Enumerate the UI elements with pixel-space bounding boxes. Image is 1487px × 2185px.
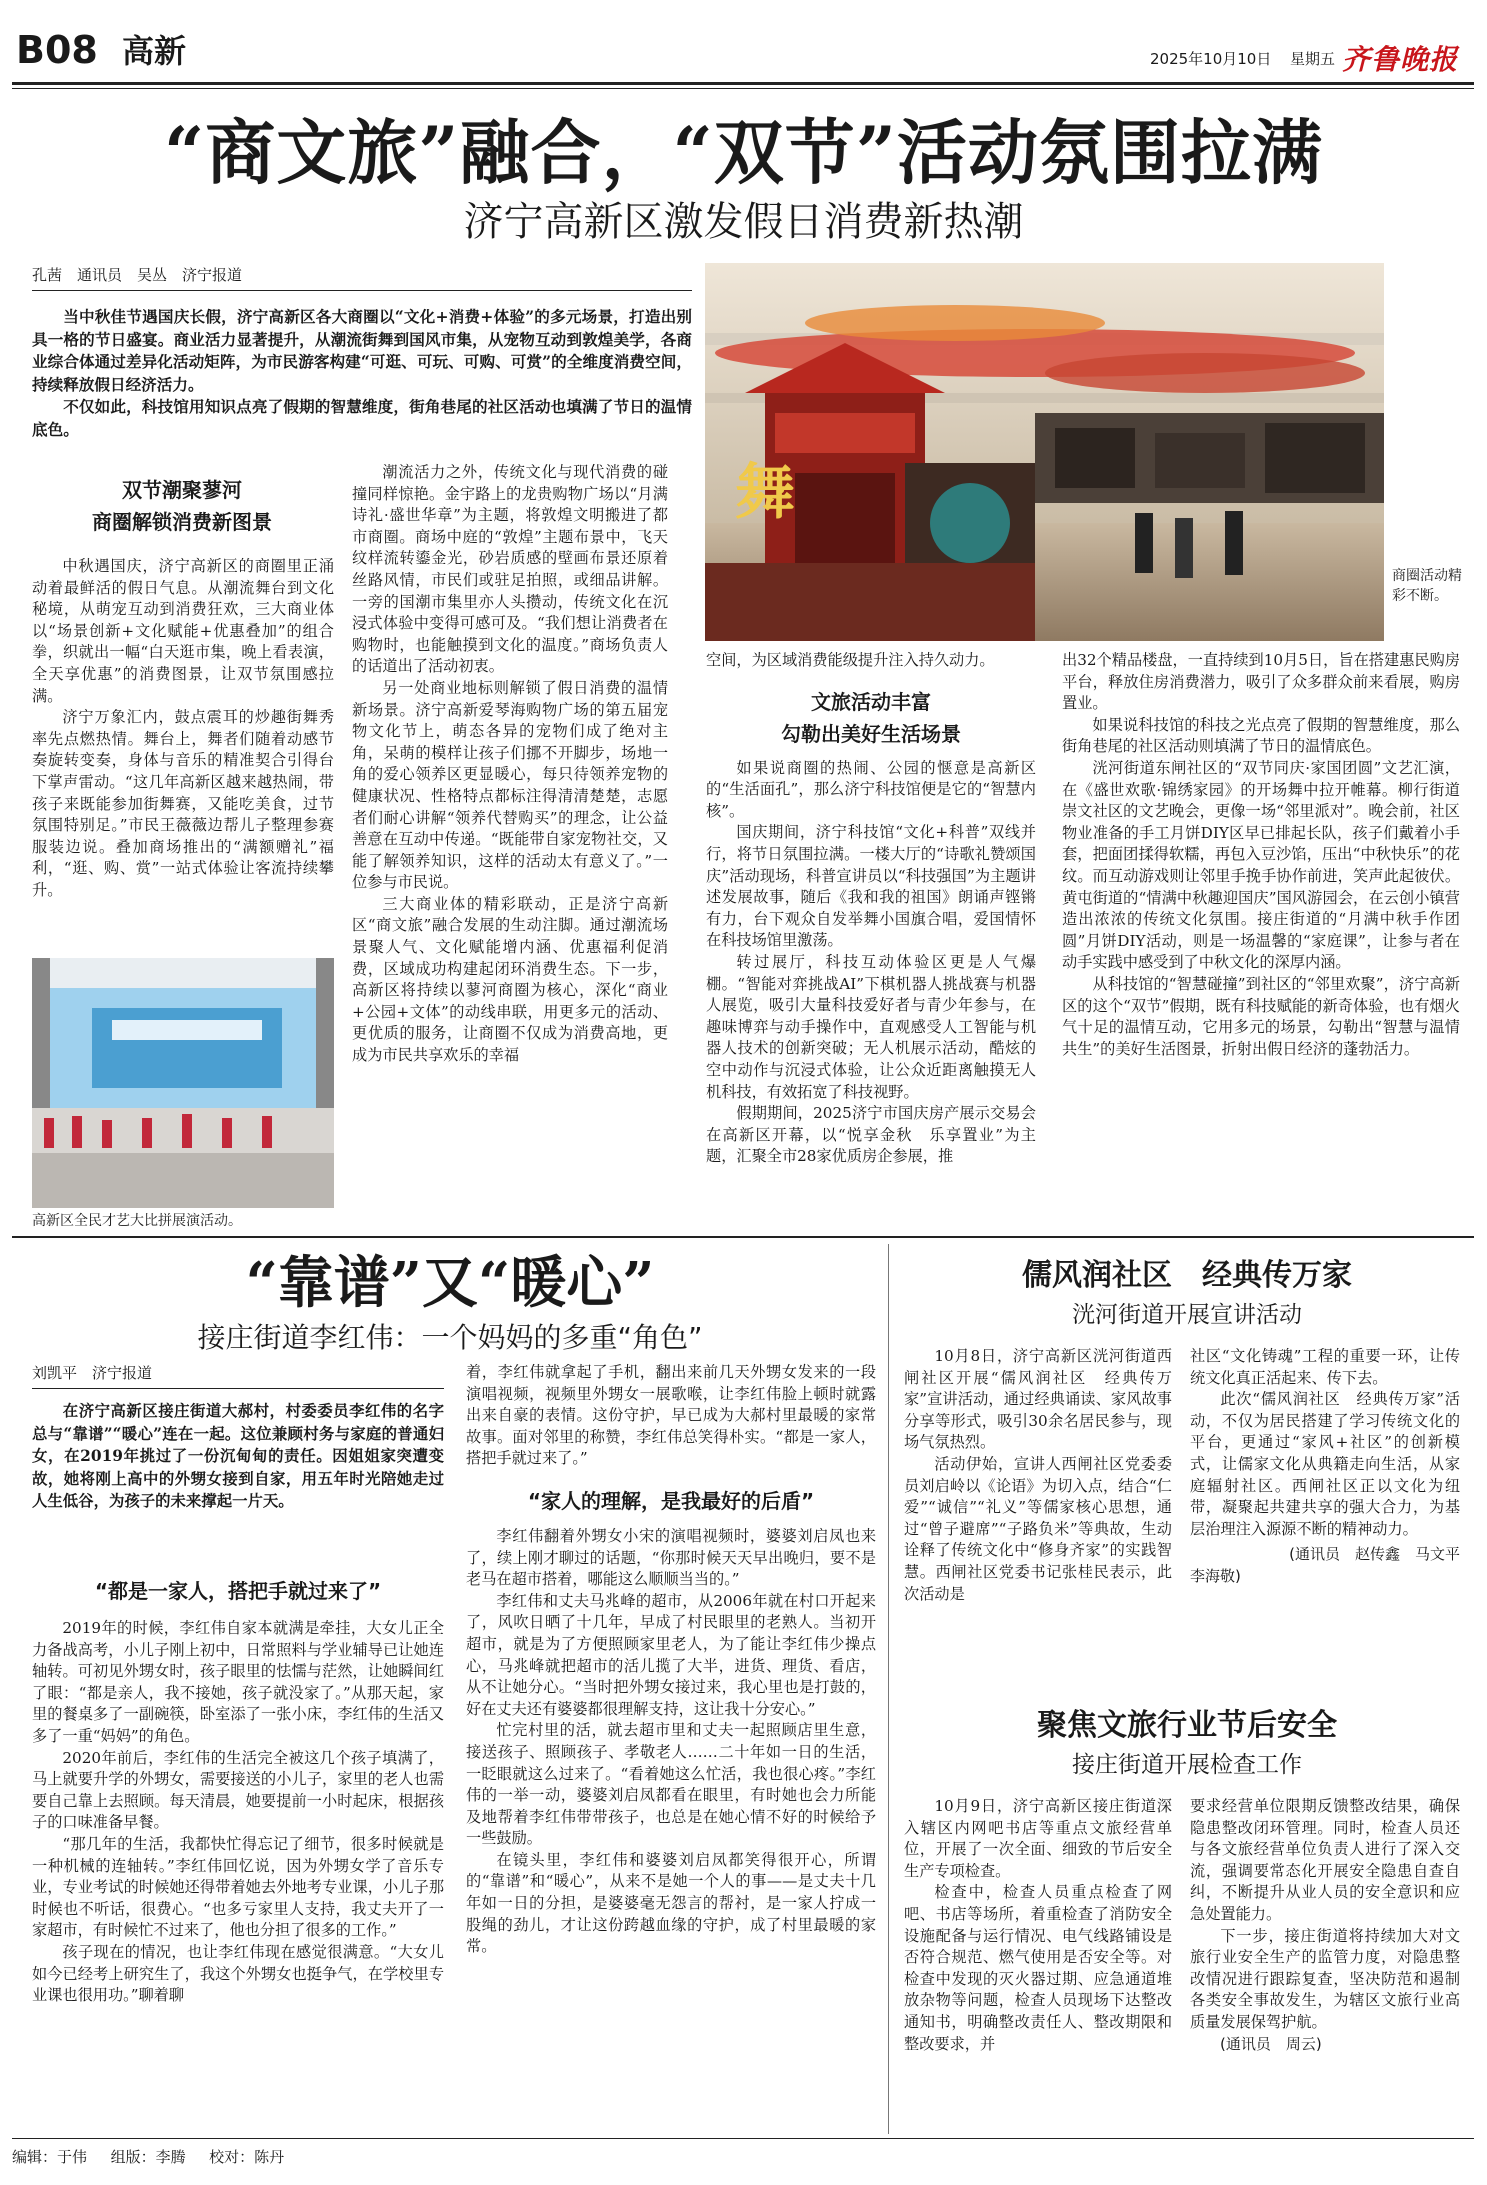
footer-rule	[12, 2138, 1474, 2139]
story1-subheadline: 济宁高新区激发假日消费新热潮	[463, 199, 1024, 245]
section-name: 高新	[122, 32, 187, 70]
story2-colA	[32, 1618, 444, 2007]
story3-colB	[1190, 1346, 1460, 1588]
story3-credit-line2: 李海敬)	[1190, 1566, 1241, 1585]
photo-top-caption: 商圈活动精彩不断。	[1392, 568, 1462, 604]
masthead-rule	[12, 82, 1474, 85]
paper-name-logo: 齐鲁晚报	[1342, 43, 1459, 76]
story1-col4-p4: 从科技馆的“智慧碰撞”到社区的“邻里欢聚”，济宁高新区的这个“双节”假期，既有科技赋能的新奇体验，也有烟火气十足的温情互动，它用多元的场景，勾勒出“智慧与温情共生”的美好生活图景，折射出假日经济的蓬勃活力。	[1062, 974, 1460, 1058]
story2-colB-p1: 着，李红伟就拿起了手机，翻出来前几天外甥女发来的一段演唱视频，视频里外甥女一展歌喉，让李红伟脸上顿时就露出来自豪的表情。这份守护，早已成为大郝村里最暖的家常故事。面对邻里的称赞，李红伟总笑得朴实。“都是一家人，搭把手就过来了。”	[466, 1363, 876, 1468]
story-divider-vertical	[888, 1244, 889, 2134]
story1-col2-p2: 另一处商业地标则解锁了假日消费的温情新场景。济宁高新爱琴海购物广场的第五届宠物文化节上，萌态各异的宠物们成了绝对主角，呆萌的模样让孩子们挪不开脚步，场地一角的爱心领养区更显暖心，每只待领养宠物的健康状况、性格特点都标注得清清楚楚，志愿者们耐心讲解“领养代替购买”的理念，让公益善意在互动中传递。“既能带自家宠物社交，又能了解领养知识，这样的活动太有意义了。”一位参与市民说。	[352, 678, 668, 892]
story1-lead-p2: 不仅如此，科技馆用知识点亮了假期的智慧维度，街角巷尾的社区活动也填满了节日的温情底色。	[32, 397, 692, 439]
stage-performance-illustration	[32, 958, 334, 1208]
story4-credit: (通讯员 周云)	[1220, 2034, 1322, 2053]
story1-col4	[1062, 650, 1460, 1060]
mall-activity-photo	[705, 263, 1384, 641]
story2-colA-p4: 孩子现在的情况，也让李红伟现在感觉很满意。“大女儿如今已经考上研究生了，我这个外甥女也挺争气，在学校里专业课也很用功。”聊着聊	[32, 1942, 444, 2005]
footer-layout: 组版：李腾	[110, 2148, 186, 2166]
story1-col2-p3: 三大商业体的精彩联动，正是济宁高新区“商文旅”融合发展的生动注脚。通过潮流场景聚人气、文化赋能增内涵、优惠福利促消费，区域成功构建起闭环消费生态。下一步，高新区将持续以蓼河商圈为核心，深化“商业+公园+文体”的动线串联，用更多元的活动、更优质的服务，让商圈不仅成为消费高地，更成为市民共享欢乐的幸福	[352, 894, 668, 1065]
story4-subheadline: 接庄街道开展检查工作	[1072, 1752, 1302, 1778]
masthead-rule-thin	[12, 88, 1474, 89]
story1-col4-p2: 如果说科技馆的科技之光点亮了假期的智慧维度，那么街角巷尾的社区活动则填满了节日的温情底色。	[1062, 715, 1460, 756]
story2-section1-title: “都是一家人，搭把手就过来了”	[94, 1579, 382, 1603]
story2-lead	[32, 1400, 444, 1513]
story1-section1-title	[32, 474, 332, 538]
story4-colB	[1190, 1796, 1460, 2055]
story1-col4-p1: 出32个精品楼盘，一直持续到10月5日，旨在搭建惠民购房平台，释放住房消费潜力，吸引了众多群众前来看展，购房置业。	[1062, 651, 1460, 713]
section2-title-line2: 勾勒出美好生活场景	[781, 721, 961, 746]
footer-editor: 编辑：于伟	[12, 2148, 88, 2166]
story3-colB-p2: 此次“儒风润社区 经典传万家”活动，不仅为居民搭建了学习传统文化的平台，更通过“家风+社区”的创新模式，让儒家文化从典籍走向生活，从家庭辐射社区。西闸社区正以文化为纽带，凝聚起共建共享的强大合力，为基层治理注入源源不断的精神动力。	[1190, 1390, 1460, 1538]
story1-col2	[352, 462, 668, 1067]
story2-lead-p: 在济宁高新区接庄街道大郝村，村委委员李红伟的名字总与“靠谱”“暖心”连在一起。这位兼顾村务与家庭的普通妇女，在2019年挑过了一份沉甸甸的责任。因姐姐家突遭变故，她将刚上高中的外甥女接到自家，用五年时光陪她走过人生低谷，为孩子的未来撑起一片天。	[32, 1402, 444, 1510]
photo-sign-text: 舞	[735, 458, 795, 528]
story1-col3	[706, 650, 1036, 1168]
story1-col3-p4: 转过展厅，科技互动体验区更是人气爆棚。“智能对弈挑战AI”下棋机器人挑战赛与机器人展览，吸引大量科技爱好者与青少年参与，在趣味博弈与动手操作中，直观感受人工智能与机器人技术的创新突破；无人机展示活动，酷炫的空中动作与沉浸式体验，让公众近距离触摸无人机科技，有效拓宽了科技视野。	[706, 952, 1036, 1101]
photo-left-caption: 高新区全民才艺大比拼展演活动。	[32, 1213, 242, 1229]
story3-colB-p1: 社区“文化铸魂”工程的重要一环，让传统文化真正活起来、传下去。	[1190, 1347, 1460, 1387]
story1-byline: 孔茜 通讯员 吴丛 济宁报道	[32, 266, 243, 284]
mid-page-rule	[12, 1236, 1474, 1238]
story2-byline-rule	[32, 1388, 444, 1389]
story2-colA-p3: “那几年的生活，我都快忙得忘记了细节，很多时候就是一种机械的连轴转。”李红伟回忆说，因为外甥女学了音乐专业，专业考试的时候她还得带着她去外地考专业课，小儿子那时候也不听话，很费心。“也多亏家里人支持，我丈夫开了一家超市，有时候忙不过来了，他也分担了很多的工作。”	[32, 1834, 444, 1940]
story3-colA	[904, 1346, 1172, 1605]
story1-col3-p1: 空间，为区域消费能级提升注入持久动力。	[706, 651, 995, 669]
section1-title-line2: 商圈解锁消费新图景	[92, 510, 272, 534]
story1-col4-p3: 洸河街道东闸社区的“双节同庆·家国团圆”文艺汇演，在《盛世欢歌·锦绣家园》的开场舞中拉开帷幕。柳行街道崇文社区的文艺晚会，更像一场“邻里派对”。晚会前，社区物业准备的手工月饼DIY区早已排起长队，孩子们戴着小手套，把面团揉得软糯，再包入豆沙馅，压出“中秋快乐”的花纹。而互动游戏则让邻里手挽手协作前进，笑声此起彼伏。黄屯街道的“情满中秋趣迎国庆”国风游园会，在云创小镇营造出浓浓的传统文化氛围。接庄街道的“月满中秋手作团圆”月饼DIY活动，则是一场温馨的“家庭课”，让参与者在动手实践中感受到了中秋文化的深厚内涵。	[1062, 758, 1460, 972]
story2-colB-p4: 忙完村里的活，就去超市里和丈夫一起照顾店里生意，接送孩子、照顾孩子、孝敬老人……二十年如一日的生活，一眨眼就这么过来了。“看着她这么忙活，我也很心疼。”李红伟的一举一动，婆婆刘启凤都看在眼里，有时她也会力所能及地帮着李红伟带带孩子，也总是在她心情不好的时候给予一些鼓励。	[466, 1721, 876, 1848]
story1-col1-p1: 中秋遇国庆，济宁高新区的商圈里正涌动着最鲜活的假日气息。从潮流舞台到文化秘境，从萌宠互动到消费狂欢，三大商业体以“场景创新+文化赋能+优惠叠加”的组合拳，织就出一幅“白天逛市集，晚上看表演，全天享优惠”的消费图景，让双节氛围感拉满。	[32, 557, 334, 705]
story1-lead-p1: 当中秋佳节遇国庆长假，济宁高新区各大商圈以“文化+消费+体验”的多元场景，打造出别具一格的节日盛宴。商业活力显著提升，从潮流街舞到国风市集，从宠物互动到敦煌美学，各商业综合体通过差异化活动矩阵，为市民游客构建“可逛、可玩、可购、可赏”的全维度消费空间，持续释放假日经济活力。	[32, 307, 692, 394]
issue-date: 2025年10月10日	[1150, 50, 1272, 68]
issue-weekday: 星期五	[1290, 50, 1336, 68]
story2-section2-title: “家人的理解，是我最好的后盾”	[527, 1488, 815, 1513]
footer-credits	[12, 2146, 284, 2167]
story4-colA	[904, 1796, 1172, 2055]
story3-headline: 儒风润社区 经典传万家	[1022, 1258, 1352, 1293]
story1-col3-p5: 假期期间，2025济宁市国庆房产展示交易会在高新区开幕，以“悦享金秋 乐享置业”为主题，汇聚全市28家优质房企参展，推	[706, 1104, 1036, 1166]
story3-subheadline: 洸河街道开展宣讲活动	[1072, 1302, 1302, 1328]
story4-colA-p2: 检查中，检查人员重点检查了网吧、书店等场所，着重检查了消防安全设施配备与运行情况、电气线路铺设是否符合规范、燃气使用是否安全等。对检查中发现的灭火器过期、应急通道堆放杂物等问题，检查人员现场下达整改通知书，明确整改责任人、整改期限和整改要求，并	[904, 1883, 1172, 2053]
story2-colB-p3: 李红伟和丈夫马兆峰的超市，从2006年就在村口开起来了，风吹日晒了十几年，早成了村民眼里的老熟人。当初开超市，就是为了方便照顾家里老人，为了能让李红伟少操点心，马兆峰就把超市的活儿揽了大半，进货、理货、看店，从不让她分心。“当时把外甥女接过来，我心里也是打鼓的，好在丈夫还有婆婆都很理解支持，这让我十分安心。”	[466, 1591, 876, 1718]
story1-col3-p3: 国庆期间，济宁科技馆“文化+科普”双线并行，将节日氛围拉满。一楼大厅的“诗歌礼赞颂国庆”活动现场，科普宣讲员以“科技强国”为主题讲述发展故事，随后《我和我的祖国》朗诵声铿锵有力，台下观众自发举舞小国旗合唱，爱国情怀在科技场馆里激荡。	[706, 823, 1036, 950]
story2-headline: “靠谱”又“暖心”	[245, 1250, 655, 1316]
story2-subheadline: 接庄街道李红伟：一个妈妈的多重“角色”	[197, 1321, 703, 1354]
story1-col2-p1: 潮流活力之外，传统文化与现代消费的碰撞同样惊艳。金宇路上的龙贵购物广场以“月满诗礼·盛世华章”为主题，将敦煌文明搬进了都市商圈。商场中庭的“敦煌”主题布景中，飞天纹样流转鎏金光，砂岩质感的壁画布景还原着丝路风情，市民们或驻足拍照，或细品讲解。一旁的国潮市集里亦人头攒动，传统文化在沉浸式体验中变得可感可及。“我们想让消费者在购物时，也能触摸到文化的温度。”商场负责人的话道出了活动初衷。	[352, 463, 668, 676]
story2-colB-p2: 李红伟翻着外甥女小宋的演唱视频时，婆婆刘启凤也来了，续上刚才聊过的话题，“你那时候天天早出晚归，要不是老马在超市搭着，哪能这么顺顺当当的。”	[466, 1526, 876, 1589]
section2-title-line1: 文旅活动丰富	[811, 689, 931, 714]
talent-show-photo	[32, 958, 334, 1208]
story1-headline: “商文旅”融合，“双节”活动氛围拉满	[163, 111, 1324, 194]
mall-scene-illustration	[705, 263, 1384, 641]
section1-title-line1: 双节潮聚蓼河	[122, 478, 242, 502]
story4-colB-p2: 下一步，接庄街道将持续加大对文旅行业安全生产的监管力度，对隐患整改情况进行跟踪复查，坚决防范和遏制各类安全事故发生，为辖区文旅行业高质量发展保驾护航。	[1190, 1926, 1460, 2031]
story2-colA-p2: 2020年前后，李红伟的生活完全被这几个孩子填满了，马上就要升学的外甥女，需要接送的小儿子，家里的老人也需要自己靠上去照顾。每天清晨，她要提前一小时起床，根据孩子的口味准备早餐。	[32, 1748, 444, 1832]
story2-colB-p5: 在镜头里，李红伟和婆婆刘启凤都笑得很开心，所谓的“靠谱”和“暖心”，从来不是她一个人的事——是丈夫十几年如一日的分担，是婆婆毫无怨言的帮衬，是一家人拧成一股绳的劲儿，才让这份跨越血缘的守护，成了村里最暖的家常。	[466, 1850, 876, 1956]
page-code: B08	[16, 28, 98, 72]
story1-col1-p2: 济宁万象汇内，鼓点震耳的炒趣街舞秀率先点燃热情。舞台上，舞者们随着动感节奏旋转变奏，身体与音乐的精准契合引得台下掌声雷动。“这几年高新区越来越热闹，带孩子来既能参加街舞赛，又能吃美食，过节氛围特别足。”市民王薇薇边帮儿子整理参赛服装边说。叠加商场推出的“满额赠礼”福利，“逛、购、赏”一站式体验让客流持续攀升。	[32, 708, 334, 899]
story1-col3-p2: 如果说商圈的热闹、公园的惬意是高新区的“生活面孔”，那么济宁科技馆便是它的“智慧内核”。	[706, 758, 1036, 820]
footer-proof: 校对：陈丹	[209, 2148, 285, 2166]
story2-byline: 刘凯平 济宁报道	[32, 1364, 153, 1382]
story4-headline: 聚焦文旅行业节后安全	[1037, 1708, 1337, 1743]
story4-colB-p1: 要求经营单位限期反馈整改结果，确保隐患整改闭环管理。同时，检查人员还与各文旅经营单位负责人进行了深入交流，强调要常态化开展安全隐患自查自纠，不断提升从业人员的安全意识和应急处置能力。	[1190, 1797, 1460, 1923]
story1-col1	[32, 556, 334, 902]
story1-lead	[32, 306, 692, 441]
story3-colA-p2: 活动伊始，宣讲人西闸社区党委委员刘启岭以《论语》为切入点，结合“仁爱”“诚信”“礼义”等儒家核心思想，通过“曾子避席”“子路负米”等典故，生动诠释了传统文化中“修身齐家”的实践智慧。西闸社区党委书记张桂民表示，此次活动是	[904, 1454, 1172, 1603]
story2-colA-p1: 2019年的时候，李红伟自家本就满是牵挂，大女儿正全力备战高考，小儿子刚上初中，日常照料与学业辅导已让她连轴转。可初见外甥女时，孩子眼里的怯懦与茫然，让她瞬间红了眼：“都是亲人，我不接她，孩子就没家了。”从那天起，家里的餐桌多了一副碗筷，卧室添了一张小床，李红伟的生活又多了一重“妈妈”的角色。	[32, 1619, 444, 1745]
story3-credit-line1: (通讯员 赵传鑫 马文平	[1289, 1545, 1460, 1564]
story1-byline-rule	[32, 290, 692, 291]
story3-colA-p1: 10月8日，济宁高新区洸河街道西闸社区开展“儒风润社区 经典传万家”宣讲活动，通过经典诵读、家风故事分享等形式，吸引30余名居民参与，现场气氛热烈。	[904, 1347, 1172, 1452]
story2-colB	[466, 1362, 876, 1958]
story4-colA-p1: 10月9日，济宁高新区接庄街道深入辖区内网吧书店等重点文旅经营单位，开展了一次全面、细致的节后安全生产专项检查。	[904, 1797, 1172, 1880]
